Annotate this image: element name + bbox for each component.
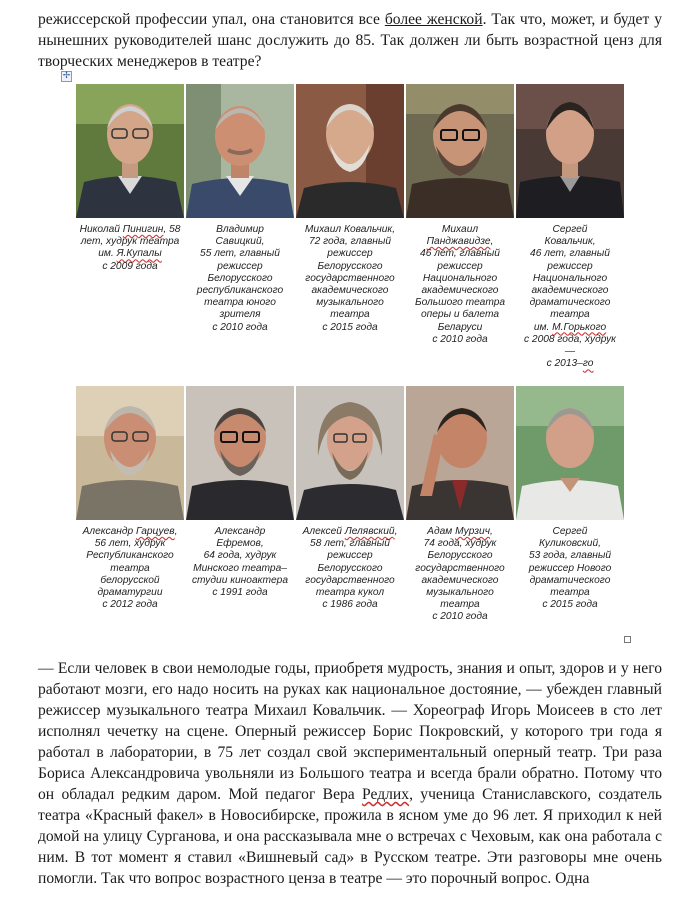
caption-text: Белорусского [317,562,383,574]
caption-text: драматургии [97,587,163,599]
caption-line [516,550,624,562]
caption-text: театра [550,309,590,321]
caption-text: режиссер [327,550,373,562]
caption-text: , 58 [163,224,181,235]
caption-text: Ковальчик, [544,236,596,248]
director-caption [406,526,514,624]
caption-line [296,587,404,599]
director-photo [516,386,624,520]
caption-text: белорусской [100,574,160,586]
caption-text: Куликовский, [539,538,601,550]
caption-line [516,526,624,538]
caption-line [406,285,514,297]
caption-text: режиссер [547,260,593,272]
caption-line [406,526,514,538]
director-photo [186,386,294,520]
caption-line [296,526,404,538]
caption-line [76,538,184,550]
caption-line [76,587,184,599]
caption-text: Национального [532,272,608,284]
caption-text: с 2012 года [102,599,158,611]
caption-text: драматического [529,297,611,309]
caption-line [516,538,624,550]
caption-line [186,538,294,550]
caption-text: Минского театра– [193,562,287,574]
caption-line [76,550,184,562]
caption-text: 55 лет, главный [200,248,280,260]
caption-text: зрителя [219,309,261,321]
caption-line [76,248,184,260]
caption-text: — [564,346,576,358]
caption-text: режиссер [327,248,373,260]
caption-line [186,322,294,334]
director-caption [76,526,184,611]
caption-text: с 1986 года [322,599,378,611]
caption-text: академического [421,285,499,297]
caption-misspelled-word: го [582,358,594,370]
caption-line [186,224,294,236]
intro-paragraph [38,9,662,72]
caption-line [516,599,624,611]
caption-text: Сергей [552,526,588,537]
caption-text: с 2015 года [322,321,378,333]
caption-line [406,236,514,248]
caption-text: , [174,526,178,537]
caption-text: 56 лет, худрук [94,538,166,550]
caption-line [406,248,514,260]
caption-text: театра юного [204,297,276,309]
caption-line [516,587,624,599]
caption-line [186,309,294,321]
caption-line [296,599,404,611]
director-caption [516,224,624,370]
director-photo [516,84,624,218]
caption-text: театра [550,587,590,599]
caption-line [76,575,184,587]
caption-line [296,322,404,334]
director-caption [296,526,404,611]
director-caption [76,224,184,273]
caption-text: , [394,526,398,537]
caption-line [406,563,514,575]
caption-line [406,273,514,285]
caption-text: с 2010 года [432,333,488,345]
caption-line [296,538,404,550]
director-photo [186,84,294,218]
caption-line [516,346,624,358]
caption-line [406,550,514,562]
caption-text: режиссер Нового [528,562,612,574]
caption-line [406,297,514,309]
caption-line [296,309,404,321]
caption-line [516,273,624,285]
caption-text: с 2013– [546,358,583,370]
caption-text: Александр [82,526,136,537]
caption-text: студии киноактера [191,574,289,586]
caption-line [406,587,514,599]
caption-line [406,611,514,623]
caption-line [406,575,514,587]
director-caption [186,224,294,334]
caption-line [186,273,294,285]
intro-text-part1: режиссерской профессии упал, она становится все [38,11,385,28]
caption-line [296,261,404,273]
caption-line [406,309,514,321]
caption-line [186,526,294,538]
director-photo [406,84,514,218]
director-photo [76,84,184,218]
caption-text: драматического [529,574,611,586]
caption-text: с 2010 года [212,321,268,333]
caption-misspelled-word: Мурзич [455,526,490,537]
caption-text: 72 года, главный [308,236,392,248]
intro-link-more-female[interactable]: более женской [384,11,483,28]
table-move-handle-icon[interactable]: ✢ [62,71,71,81]
caption-text: Николай [79,224,123,235]
caption-text: государственного [305,272,395,284]
caption-text: 58 лет, главный [310,538,390,550]
caption-text: Республиканского [86,550,174,562]
caption-text: Национального [422,272,498,284]
caption-text: республиканского [196,285,284,297]
caption-text: 53 года, главный [528,550,612,562]
caption-line [296,575,404,587]
caption-line [296,285,404,297]
caption-line [186,261,294,273]
caption-text: Ефремов, [216,538,264,550]
caption-text: 64 года, худрук [203,550,277,562]
caption-text: , [490,236,494,248]
caption-line [76,526,184,538]
caption-line [296,550,404,562]
body-text-part1: — Если человек в свои немолодые годы, приобретя мудрость, знания и опыт, здоров и у него работают мозги, его надо носить на руках как национальное достояние, — убежден главный режиссер музыкального театра Михаил Ковальчик. — Хореограф Игорь Моисеев в сто лет исполнял чечетку на сцене. Оперный режиссер Борис Покровский, у которого три года я работал в лаборатории, в 75 лет создал свой экспериментальный оперный театр. Три раза Бориса Александровича увольняли из Большого театра и всегда брали обратно. Потому что он обладал редким даром. Мой педагог Вера [38,660,662,803]
caption-text: театра [440,599,480,611]
caption-text: Михаил [441,224,479,235]
body-name-redlikh: Редлих [362,786,410,803]
caption-misspelled-word: Гарцуев [136,526,175,537]
caption-line [186,248,294,260]
caption-line [516,358,624,370]
caption-text: Савицкий, [215,236,265,248]
caption-line [516,334,624,346]
caption-line [186,575,294,587]
caption-line [516,297,624,309]
intro-text-part2: . Так что, может, и будет у нынешних руководителей шанс дослужить до 85. Так должен ли быть возрастной ценз для творческих менеджеров в театре? [38,11,662,70]
caption-text: академического [421,574,499,586]
caption-misspelled-word: Лелявский [344,526,395,537]
caption-text: режиссер [437,260,483,272]
caption-line [516,563,624,575]
director-photo [406,386,514,520]
caption-text: режиссер [217,260,263,272]
caption-text: с 2015 года [542,599,598,611]
caption-line [296,248,404,260]
caption-text: Белорусского [207,272,273,284]
caption-line [406,599,514,611]
caption-text: им. [533,321,553,333]
caption-line [76,563,184,575]
caption-text: музыкального [316,297,384,309]
caption-line [76,224,184,236]
caption-text: с 1991 года [212,587,268,599]
caption-line [516,285,624,297]
caption-line [76,261,184,273]
caption-line [296,563,404,575]
caption-text: Михаил Ковальчик, [304,224,396,235]
caption-text: Владимир [216,224,264,235]
caption-line [186,587,294,599]
director-photo [296,84,404,218]
director-photo [296,386,404,520]
caption-text: 74 года, худрук [423,538,497,550]
caption-misspelled-word: Я.Купалы [116,248,162,260]
caption-text: академического [531,285,609,297]
caption-line [296,236,404,248]
caption-text: лет, худрук театра [80,236,180,248]
caption-line [76,599,184,611]
caption-line [406,261,514,273]
caption-text: государственного [305,574,395,586]
caption-text: с 2010 года [432,611,488,623]
caption-text: Белорусского [317,260,383,272]
caption-line [76,236,184,248]
caption-line [516,236,624,248]
caption-line [516,261,624,273]
caption-line [516,575,624,587]
caption-line [296,297,404,309]
caption-text: Алексей [302,526,345,537]
caption-line [186,297,294,309]
caption-line [406,322,514,334]
director-caption [296,224,404,334]
body-paragraph [38,658,662,889]
director-caption [516,526,624,611]
caption-line [516,224,624,236]
caption-line [516,248,624,260]
director-caption [406,224,514,346]
caption-misspelled-word: М.Горького [552,321,607,333]
table-resize-handle[interactable] [624,636,631,643]
caption-text: с 2009 года [102,260,158,272]
caption-text: академического [311,285,389,297]
caption-text: театра [110,562,150,574]
caption-text: Большого театра [414,297,506,309]
director-caption [186,526,294,599]
caption-text: Беларуси [437,321,483,333]
caption-line [516,309,624,321]
caption-line [186,236,294,248]
caption-text: Адам [427,526,456,537]
caption-text: Сергей [552,224,588,235]
caption-text: Белорусского [427,550,493,562]
director-photo [76,386,184,520]
caption-text: театра кукол [315,587,385,599]
caption-line [296,273,404,285]
caption-text: государственного [415,562,505,574]
caption-line [516,322,624,334]
caption-misspelled-word: Панджавидзе [426,236,491,248]
caption-text: , [489,526,493,537]
caption-text: 46 лет, главный [420,248,500,260]
caption-line [406,538,514,550]
caption-line [186,285,294,297]
body-text-part2: , ученица Станиславского, создатель театра «Красный факел» в Новосибирске, прожила в ясном уме до 96 лет. Я приходил к ней домой на улицу Сурганова, и она рассказывала мне о встречах с Чеховым, как она работала с ним. В тот момент я ставил «Вишневый сад» в Русском театре. Эти разговоры мне очень помогли. Так что вопрос возрастного ценза в театре — это порочный вопрос. Одна [38,786,662,887]
caption-text: оперы и балета [420,309,500,321]
caption-text: им. [98,248,117,260]
caption-text: музыкального [426,587,494,599]
caption-line [296,224,404,236]
caption-line [406,224,514,236]
caption-text: с 2008 года, худрук [523,333,616,345]
caption-text: 46 лет, главный [530,248,610,260]
caption-line [406,334,514,346]
caption-text: театра [330,309,370,321]
caption-line [186,563,294,575]
caption-line [186,550,294,562]
caption-text: Александр [214,526,266,537]
caption-misspelled-word: Пинигин [122,224,164,235]
